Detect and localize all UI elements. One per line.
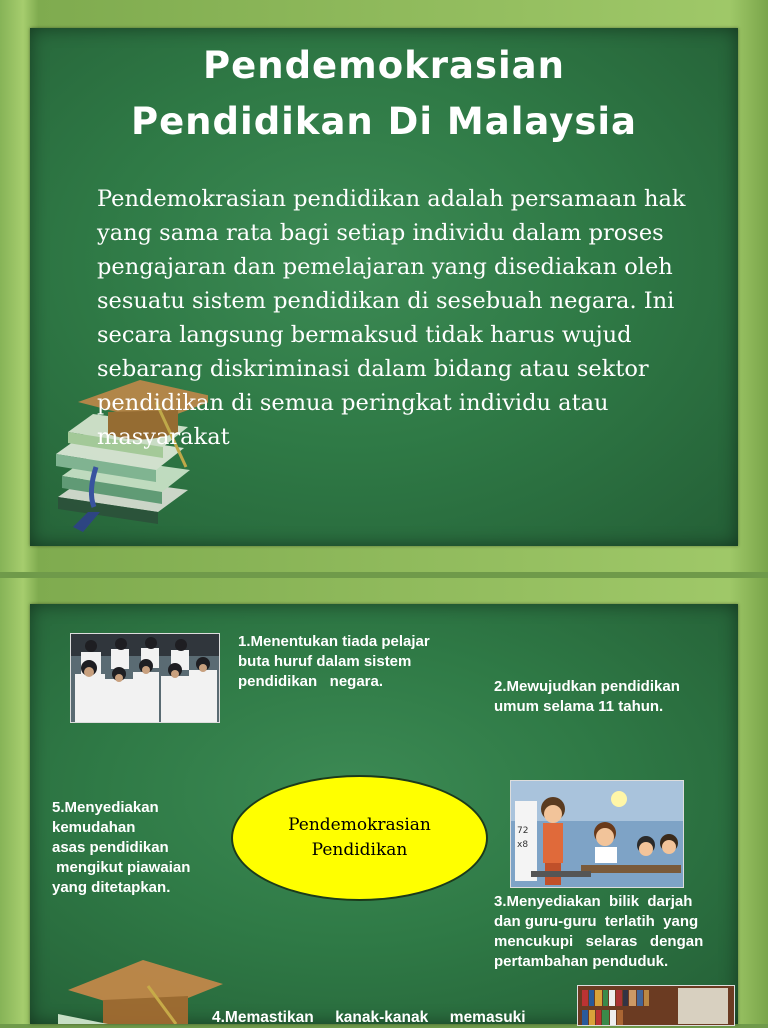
- library-bookshelf-image: [577, 985, 735, 1026]
- classroom-cartoon-image: [510, 780, 684, 888]
- point-2: 2.Mewujudkan pendidikan umum selama 11 tahun.: [494, 678, 680, 715]
- students-exam-photo: [70, 633, 220, 723]
- svg-text:x8: x8: [517, 840, 529, 850]
- svg-text:72: 72: [517, 826, 529, 836]
- graduation-cap-books-icon: [48, 940, 228, 1024]
- point-3: 3.Menyediakan bilik darjah dan guru-guru terlatih yang mencukupi selaras dengan pertambahan penduduk.: [494, 893, 704, 970]
- definition-paragraph: Pendemokrasian pendidikan adalah persamaan hak yang sama rata bagi setiap individu dalam proses pengajaran dan pemelajaran yang disediakan oleh sesuatu sistem pendidikan di sesebuah negara. Ini secara langsung bermaksud tidak harus wujud sebarang diskriminasi dalam bidang atau sektor pendidikan di semua peringkat individu atau masyarakat: [97, 186, 686, 450]
- point-4: 4.Memastikan kanak-kanak memasuki: [212, 1009, 526, 1026]
- point-5: 5.Menyediakan kemudahan asas pendidikan mengikut piawaian yang ditetapkan.: [52, 799, 191, 896]
- center-topic-ellipse: Pendemokrasian Pendidikan: [231, 775, 488, 901]
- slide-title: Pendemokrasian Pendidikan Di Malaysia: [130, 44, 638, 143]
- point-1: 1.Menentukan tiada pelajar buta huruf dalam sistem pendidikan negara.: [238, 633, 430, 690]
